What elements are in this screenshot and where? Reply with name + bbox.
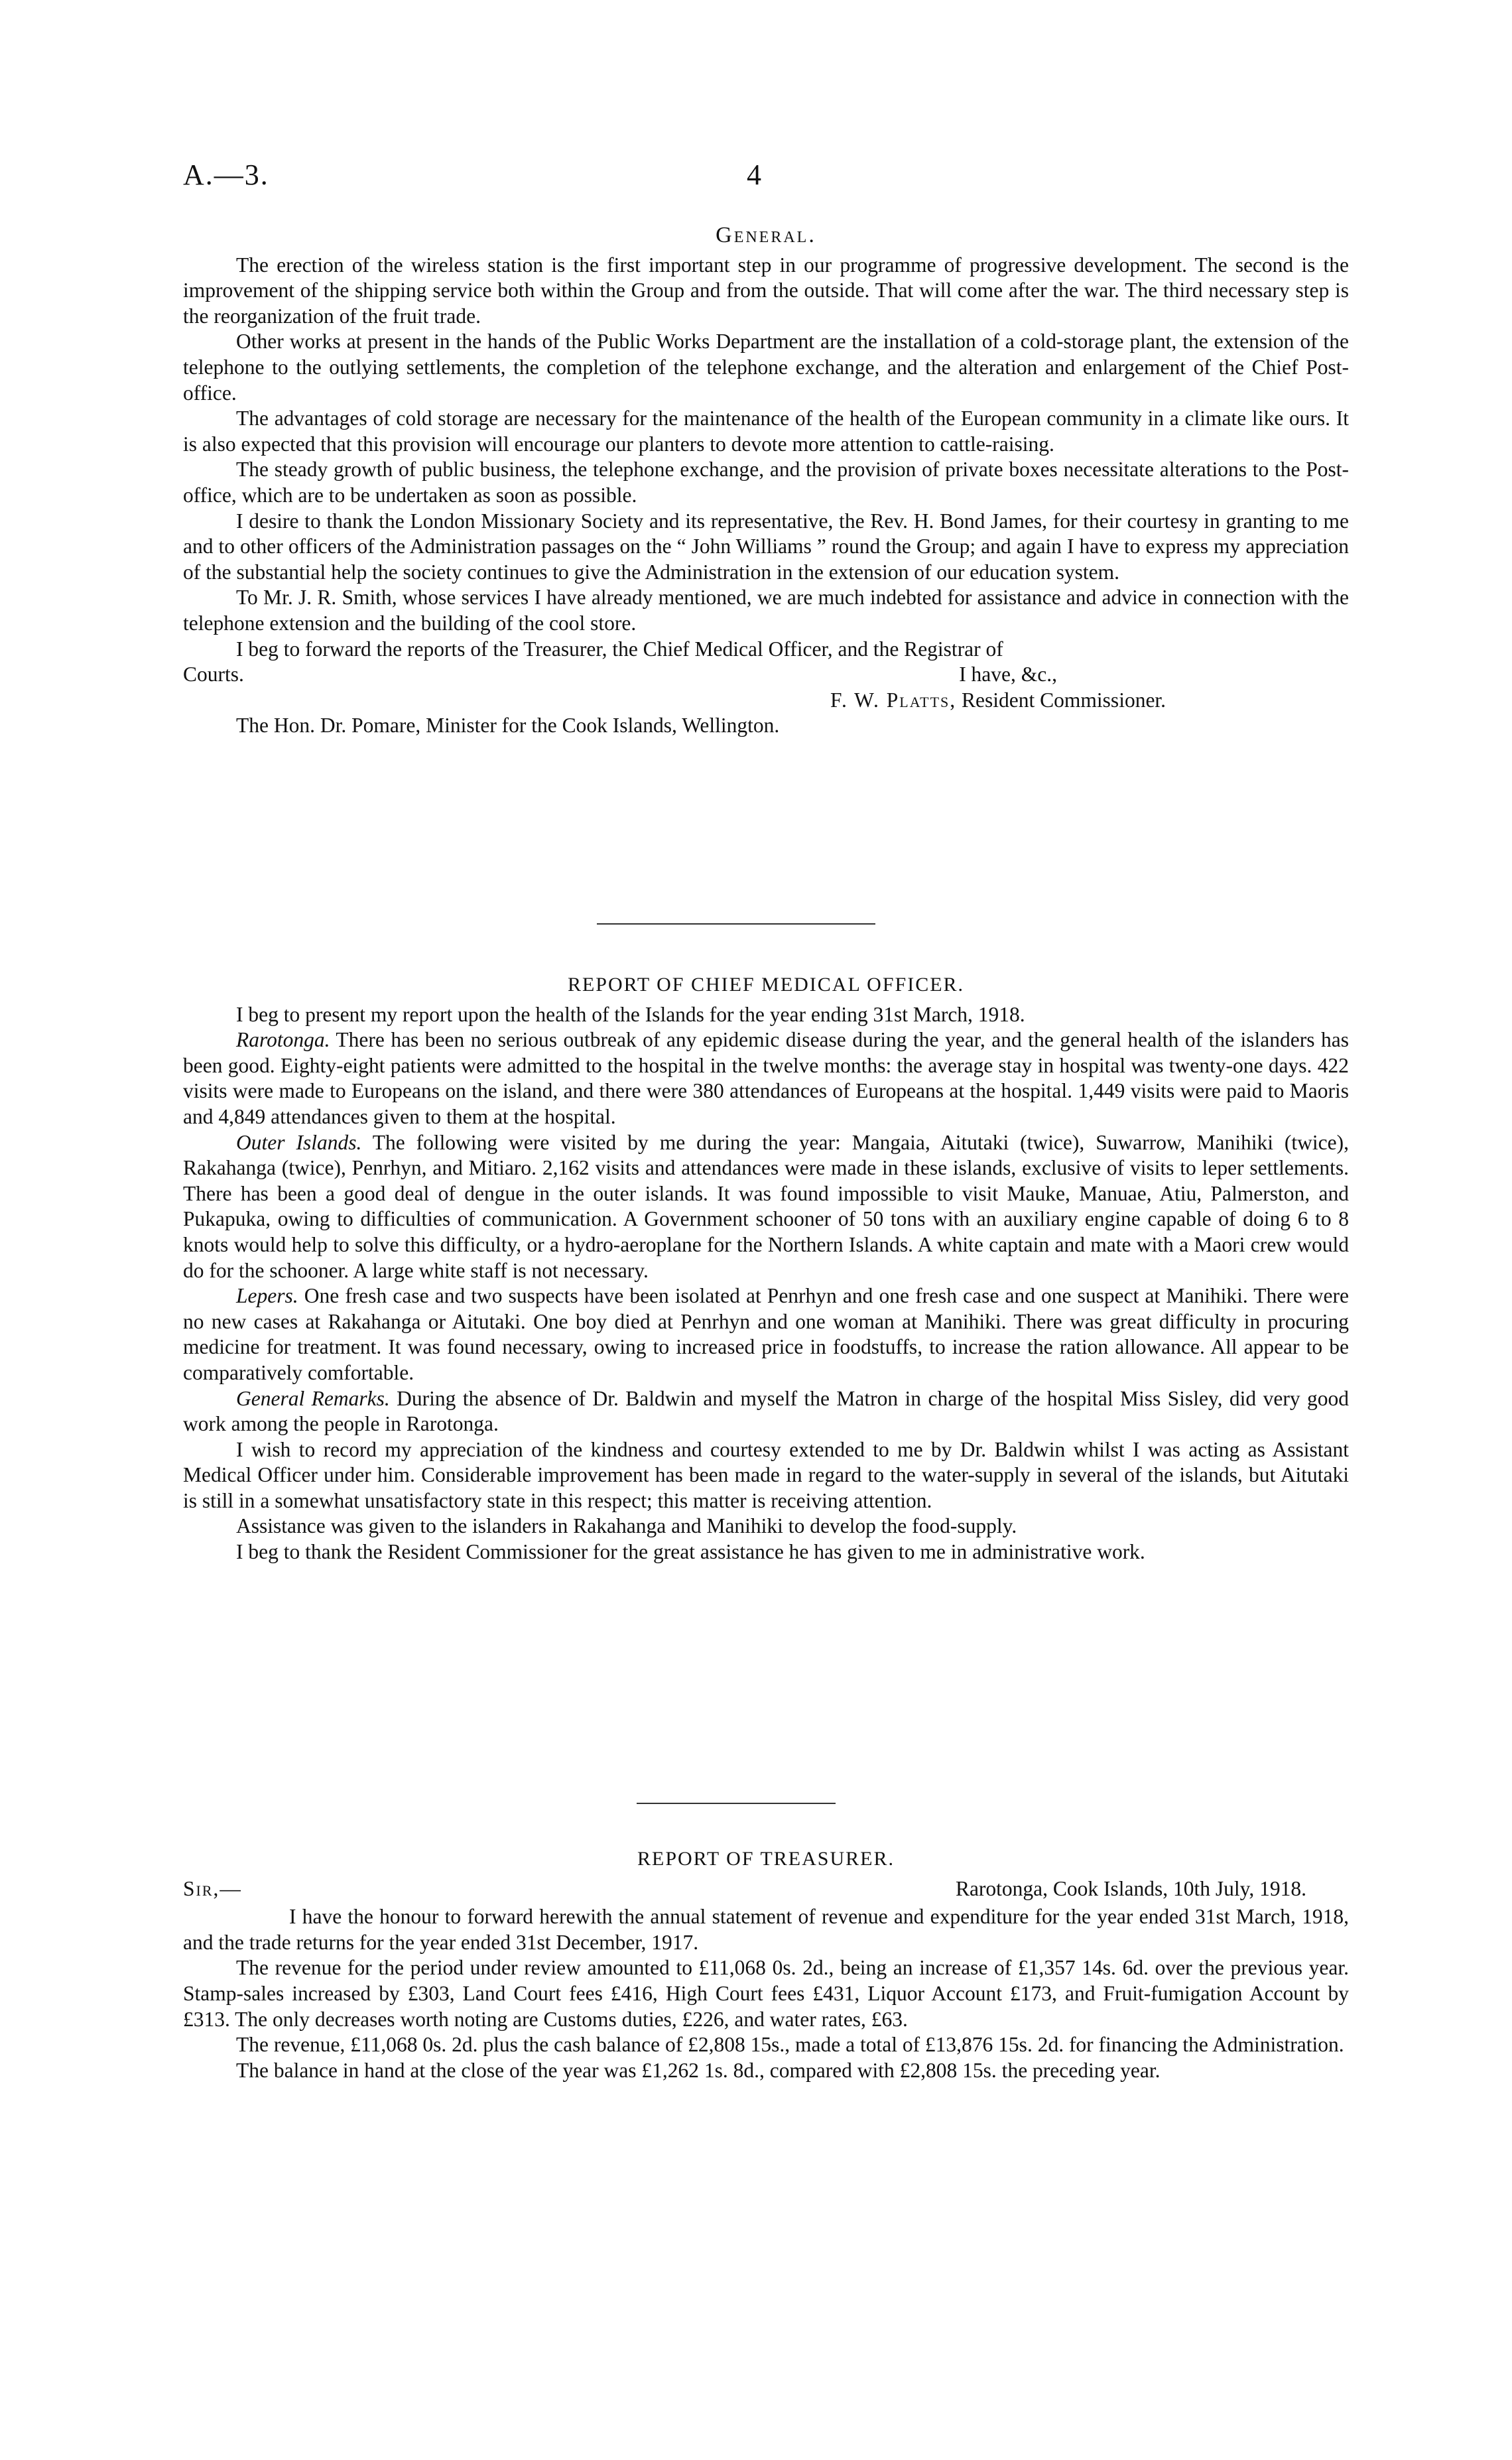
- general-paragraph: The advantages of cold storage are necessary for the maintenance of the health of the European community in a climate like ours. It is also expected that this provision will encourage our planters to devote more attention to cattle-raising.: [183, 407, 1349, 456]
- signature-line: [183, 688, 1349, 714]
- rarotonga-label: Rarotonga.: [236, 1028, 330, 1052]
- outer-islands-label: Outer Islands.: [236, 1130, 362, 1154]
- document-reference: A.—3.: [183, 159, 269, 191]
- lepers-text: One fresh case and two suspects have been isolated at Penrhyn and one fresh case and one suspect at Manihiki. There were no new cases at Rakahanga or Aitutaki. One boy died at Penrhyn and one woman at Manihiki. There was great difficulty in procuring medicine for treatment. It was found necessary, owing to increased price in foodstuffs, to increase the ration allowance. All appear to be comparatively comfortable.: [183, 1284, 1349, 1384]
- general-section: [183, 223, 1349, 739]
- closing-line: [183, 662, 1349, 688]
- addressee: The Hon. Dr. Pomare, Minister for the Cook Islands, Wellington.: [236, 714, 780, 738]
- treasurer-paragraph: The revenue for the period under review amounted to £11,068 0s. 2d., being an increase of £1,357 14s. 6d. over the previous year. Stamp-sales increased by £303, Land Court fees £416, High Court fees £431, Liquor Account £173, and Fruit-fumigation Account by £313. The only decreases worth noting are Customs duties, £226, and water rates, £63.: [183, 1956, 1349, 2031]
- treasurer-paragraph: The balance in hand at the close of the year was £1,262 1s. 8d., compared with £2,808 15s. the preceding year.: [236, 2058, 1161, 2082]
- closing-end: Courts.: [183, 663, 244, 686]
- baldwin-paragraph: I wish to record my appreciation of the kindness and courtesy extended to me by Dr. Baldwin whilst I was acting as Assistant Medical Officer under him. Considerable improvement has been made in regard to the water-supply in several of the islands, but Aitutaki is still in a somewhat unsatisfactory state in this respect; this matter is receiving attention.: [183, 1437, 1349, 1512]
- medical-report-section: [183, 972, 1349, 1565]
- signatory-title: Resident Commissioner.: [962, 688, 1166, 712]
- rarotonga-text: There has been no serious outbreak of any epidemic disease during the year, and the general health of the islanders has been good. Eighty-eight patients were admitted to the hospital in the twelve months: the average stay in hospital was twenty-one days. 422 visits were made to Europeans on the island, and there were 380 attendances of Europeans at the hospital. 1,449 visits were paid to Maoris and 4,849 attendances given to them at the hospital.: [183, 1028, 1349, 1128]
- running-head: [183, 158, 1350, 198]
- outer-islands-text: The following were visited by me during the year: Mangaia, Aitutaki (twice), Suwarrow, Manihiki (twice), Rakahanga (twice), Penrhyn, and Mitiaro. 2,162 visits and attendances were made in these islands, exclusive of visits to leper settlements. There has been a good deal of dengue in the outer islands. It was found impossible to visit Mauke, Manuae, Atiu, Palmerston, and Pukapuka, owing to difficulties of communication. A Government schooner of 50 tons with an auxiliary engine capable of doing 6 to 8 knots would help to solve this difficulty, or a hydro-aeroplane for the Northern Islands. A white captain and mate with a Maori crew would do for the schooner. A large white staff is not necessary.: [183, 1130, 1349, 1282]
- general-paragraph: The erection of the wireless station is the first important step in our programme of progressive development. The second is the improvement of the shipping service both within the Group and from the outside. That will come after the war. The third necessary step is the reorganization of the fruit trade.: [183, 253, 1349, 328]
- page-number: 4: [747, 159, 761, 191]
- medical-report-heading: REPORT OF CHIEF MEDICAL OFFICER.: [567, 974, 965, 996]
- general-heading: General.: [716, 223, 816, 247]
- section-divider: [597, 923, 875, 925]
- valediction: I have, &c.,: [959, 663, 1057, 686]
- section-divider: [637, 1803, 836, 1804]
- report-date: Rarotonga, Cook Islands, 10th July, 1918.: [955, 1876, 1306, 1900]
- outer-islands-paragraph: [183, 1130, 1349, 1284]
- thanks-paragraph: I beg to thank the Resident Commissioner for the great assistance he has given to me in administrative work.: [236, 1540, 1145, 1564]
- treasurer-paragraph: I have the honour to forward herewith the annual statement of revenue and expenditure for the year ended 31st March, 1918, and the trade returns for the year ended 31st December, 1917.: [183, 1905, 1349, 1954]
- general-paragraph: To Mr. J. R. Smith, whose services I have already mentioned, we are much indebted for assistance and advice in connection with the telephone extension and the building of the cool store.: [183, 586, 1349, 635]
- general-paragraph: Other works at present in the hands of the Public Works Department are the installation of a cold-storage plant, the extension of the telephone to the outlying settlements, the completion of the telephone exchange, and the alteration and enlargement of the Chief Post-office.: [183, 330, 1349, 405]
- treasurer-report-section: [183, 1846, 1349, 2083]
- rarotonga-paragraph: [183, 1027, 1349, 1130]
- treasurer-report-heading: REPORT OF TREASURER.: [637, 1848, 895, 1870]
- general-remarks-label: General Remarks.: [236, 1386, 390, 1410]
- lepers-paragraph: [183, 1283, 1349, 1386]
- general-remarks-paragraph: [183, 1386, 1349, 1437]
- general-paragraph: The steady growth of public business, the telephone exchange, and the provision of private boxes necessitate alterations to the Post-office, which are to be undertaken as soon as possible.: [183, 458, 1349, 507]
- signatory-name: F. W. Platts,: [830, 688, 957, 712]
- assistance-paragraph: Assistance was given to the islanders in Rakahanga and Manihiki to develop the food-supply.: [236, 1514, 1017, 1538]
- general-paragraph: I desire to thank the London Missionary Society and its representative, the Rev. H. Bond James, for their courtesy in granting to me and to other officers of the Administration passages on the “ John Williams ” round the Group; and again I have to express my appreciation of the substantial help the society continues to give the Administration in the extension of our education system.: [183, 509, 1349, 584]
- treasurer-paragraph: The revenue, £11,068 0s. 2d. plus the cash balance of £2,808 15s., made a total of £13,876 15s. 2d. for financing the Administration.: [236, 2033, 1344, 2057]
- medical-intro: I beg to present my report upon the health of the Islands for the year ending 31st March, 1918.: [236, 1002, 1025, 1026]
- salutation-line: [183, 1876, 1349, 1902]
- lepers-label: Lepers.: [236, 1284, 298, 1308]
- general-remarks-text: During the absence of Dr. Baldwin and myself the Matron in charge of the hospital Miss Sisley, did very good work among the people in Rarotonga.: [183, 1386, 1349, 1436]
- closing-paragraph: I beg to forward the reports of the Treasurer, the Chief Medical Officer, and the Registrar of: [236, 637, 1003, 661]
- salutation: Sir,—: [183, 1876, 242, 1900]
